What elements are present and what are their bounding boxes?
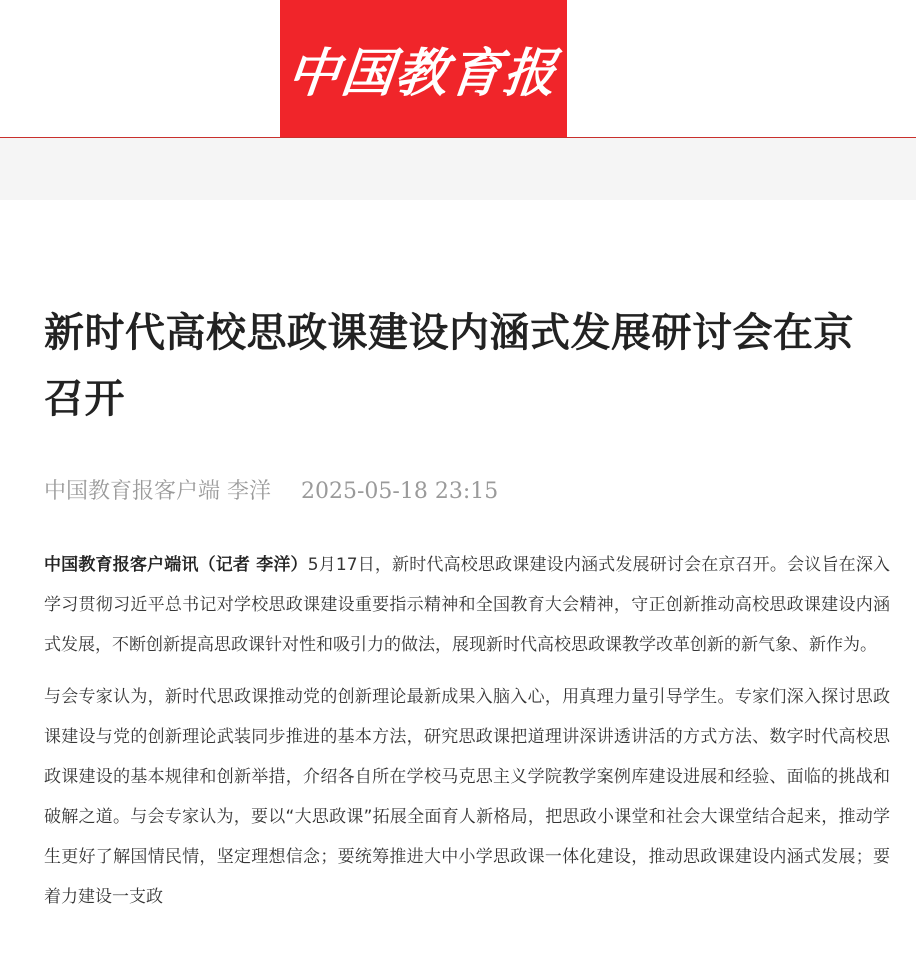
article-body — [44, 545, 890, 929]
lead-bold: 中国教育报客户端讯（记者 李洋） — [44, 555, 308, 575]
logo-text: 中国教育报 — [284, 43, 562, 104]
paragraph: 与会专家认为，新时代思政课推动党的创新理论最新成果入脑入心，用真理力量引导学生。专家们深入探讨思政课建设与党的创新理论武装同步推进的基本方法，研究思政课把道理讲深讲透讲活的方式方法、数字时代高校思政课建设的基本规律和创新举措，介绍各自所在学校马克思主义学院教学案例库建设进展和经验、面临的挑战和破解之道。与会专家认为，要以“大思政课”拓展全面育人新格局，把思政小课堂和社会大课堂结合起来，推动学生更好了解国情民情，坚定理想信念；要统筹推进大中小学思政课一体化建设，推动思政课建设内涵式发展；要着力建设一支政 — [44, 687, 890, 907]
paragraph — [44, 545, 890, 665]
logo[interactable] — [280, 0, 567, 137]
article-datetime: 2025-05-18 23:15 — [301, 479, 499, 504]
article-source: 中国教育报客户端 李洋 — [44, 479, 271, 504]
paragraph-text: 5月17日，新时代高校思政课建设内涵式发展研讨会在京召开。会议旨在深入学习贯彻习近平总书记对学校思政课建设重要指示精神和全国教育大会精神，守正创新推动高校思政课建设内涵式发展，不断创新提高思政课针对性和吸引力的做法，展现新时代高校思政课教学改革创新的新气象、新作为。 — [44, 555, 890, 655]
article-title: 新时代高校思政课建设内涵式发展研讨会在京召开 — [44, 310, 854, 422]
article-meta — [44, 474, 498, 505]
nav-band — [0, 138, 916, 200]
site-header — [0, 0, 916, 138]
